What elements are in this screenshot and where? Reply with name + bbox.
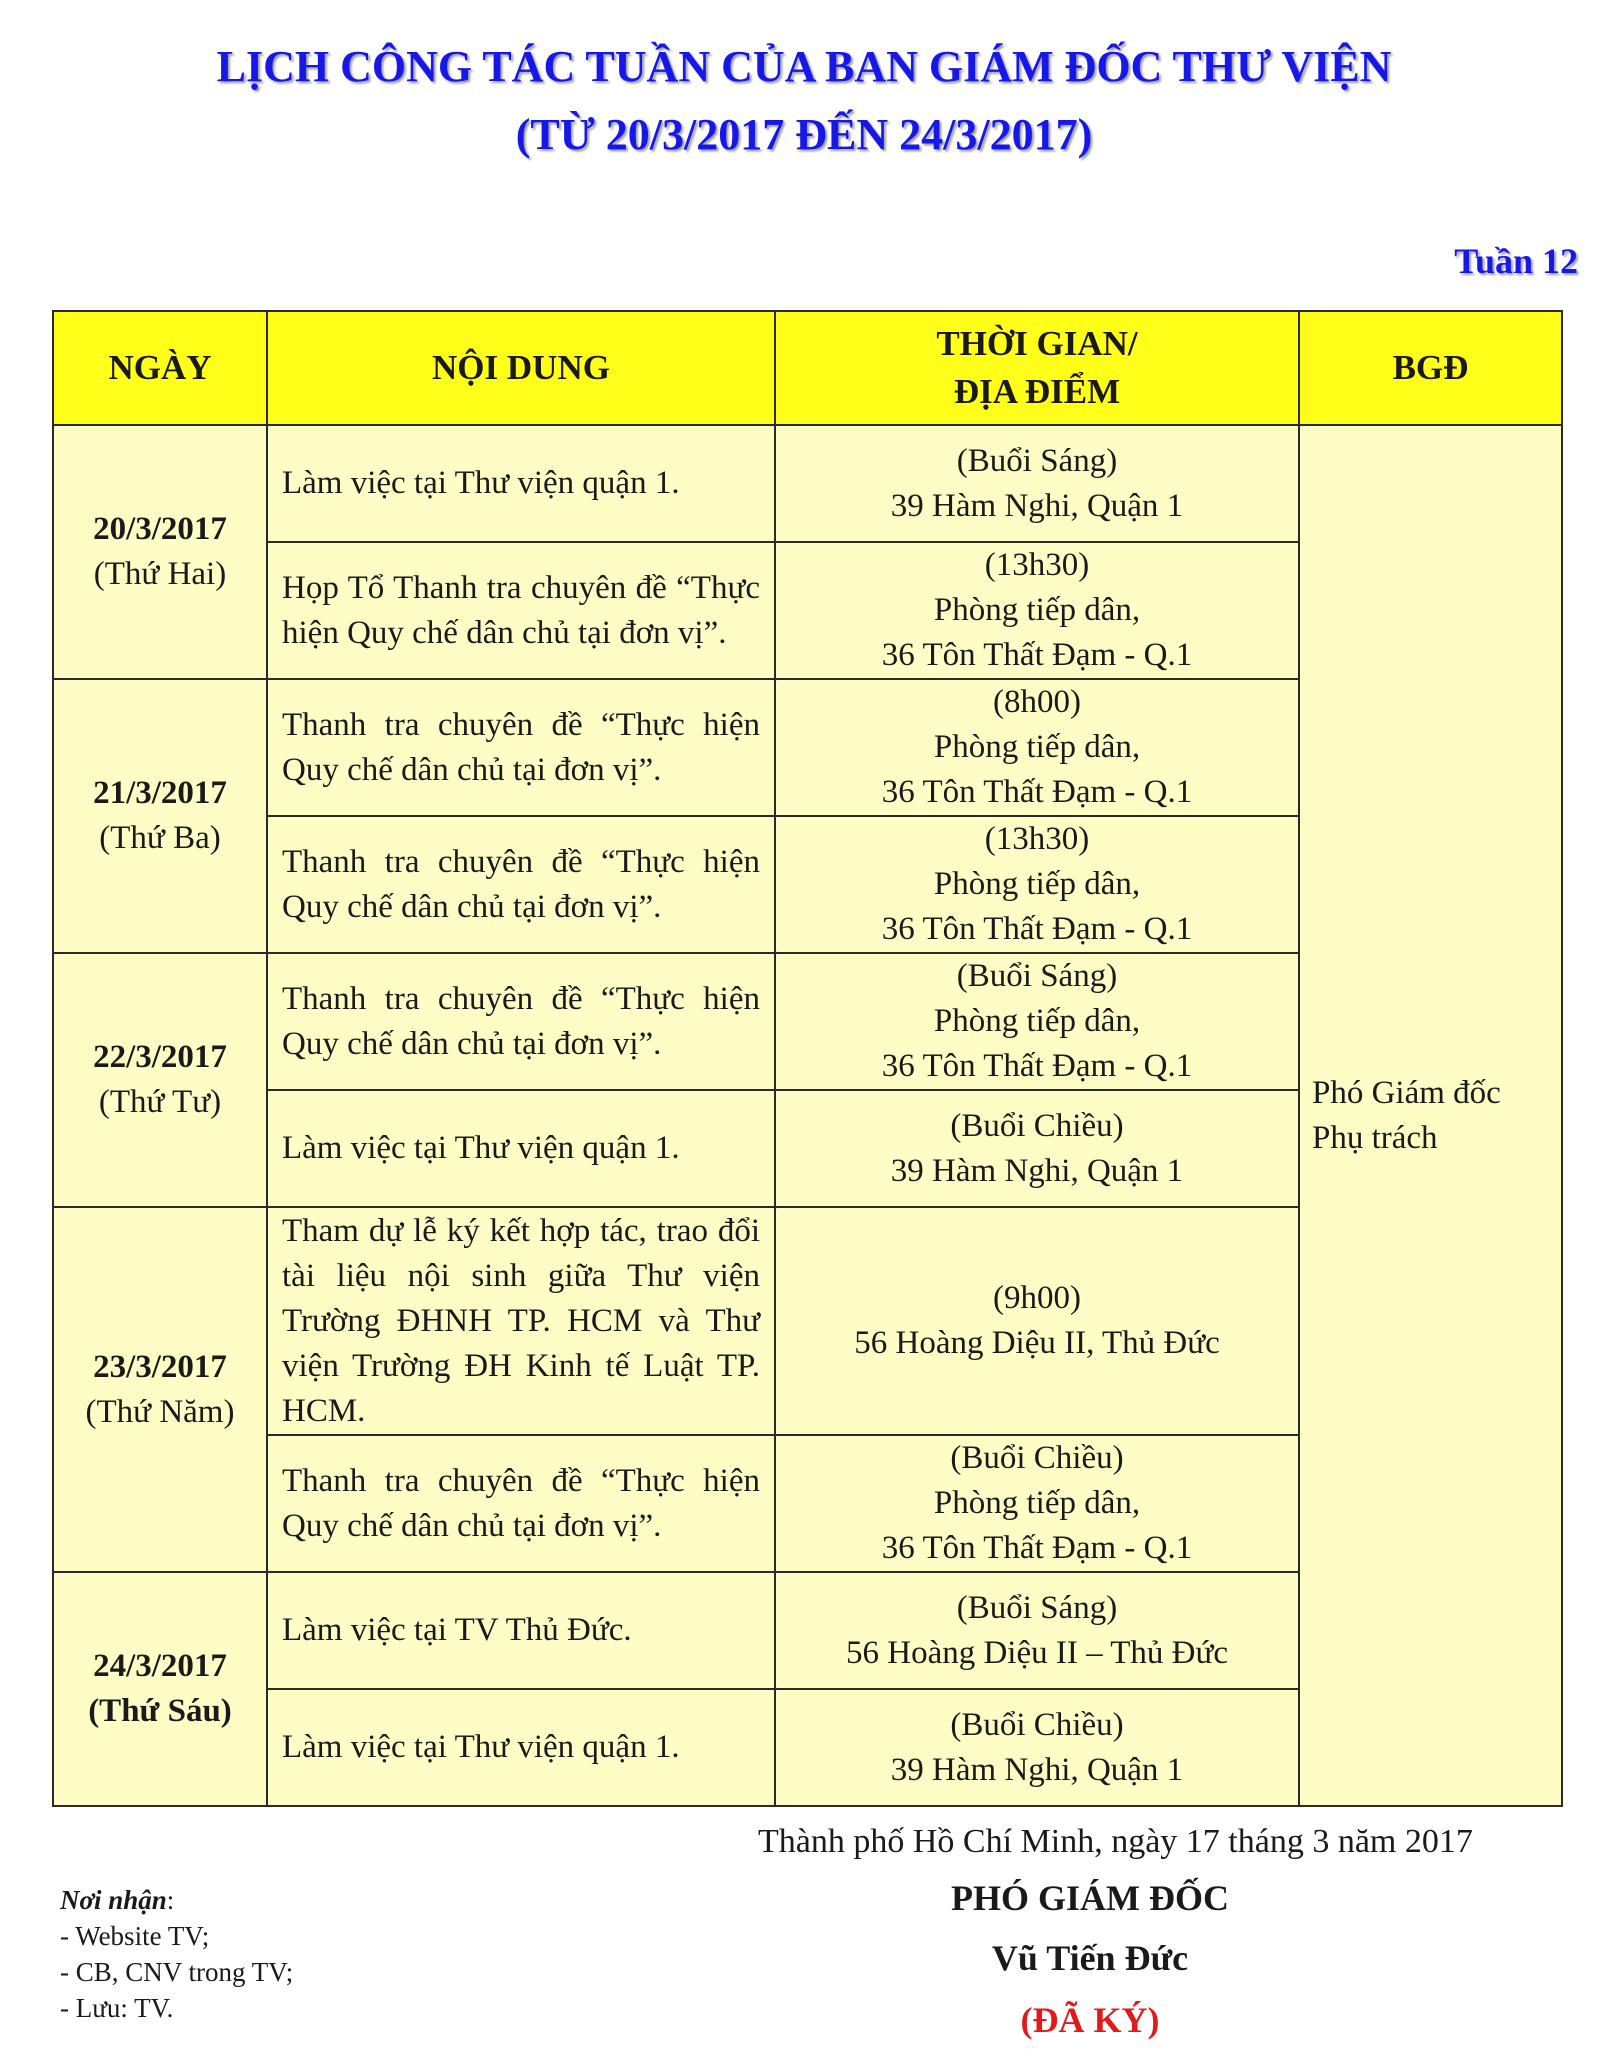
place-text: 36 Tôn Thất Đạm - Q.1: [881, 637, 1193, 673]
recipient-item: - Lưu: TV.: [60, 1993, 174, 2023]
content-cell: Thanh tra chuyên đề “Thực hiện Quy chế dân chủ tại đơn vị”.: [267, 816, 775, 953]
day-cell: [53, 1207, 267, 1572]
place-text: 36 Tôn Thất Đạm - Q.1: [881, 1530, 1193, 1566]
place-text: 39 Hàm Nghi, Quận 1: [890, 1751, 1184, 1788]
recipient-item: - CB, CNV trong TV;: [60, 1957, 294, 1987]
place-text: 39 Hàm Nghi, Quận 1: [890, 1152, 1184, 1189]
content-cell: Họp Tổ Thanh tra chuyên đề “Thực hiện Quy chế dân chủ tại đơn vị”.: [267, 542, 775, 679]
place-text: Phòng tiếp dân,: [933, 729, 1141, 765]
time-place-cell: [775, 679, 1299, 816]
content-cell: Thanh tra chuyên đề “Thực hiện Quy chế dân chủ tại đơn vị”.: [267, 1435, 775, 1572]
time-text: (Buổi Chiều): [950, 1107, 1124, 1144]
page-title: LỊCH CÔNG TÁC TUẦN CỦA BAN GIÁM ĐỐC THƯ VIỆN: [216, 42, 1392, 91]
header-bgd: BGĐ: [1299, 311, 1562, 425]
day-date: 20/3/2017: [93, 511, 227, 547]
place-text: 36 Tôn Thất Đạm - Q.1: [881, 1048, 1193, 1084]
time-text: (13h30): [984, 821, 1090, 857]
city-date-line: Thành phố Hồ Chí Minh, ngày 17 tháng 3 năm 2017: [758, 1823, 1473, 1860]
header-day: NGÀY: [53, 311, 267, 425]
content-cell: Thanh tra chuyên đề “Thực hiện Quy chế dân chủ tại đơn vị”.: [267, 953, 775, 1090]
day-date: 21/3/2017: [93, 775, 227, 811]
time-place-cell: [775, 1435, 1299, 1572]
time-place-cell: [775, 1689, 1299, 1806]
day-date: 24/3/2017: [93, 1648, 227, 1684]
time-text: (9h00): [993, 1280, 1081, 1316]
place-text: Phòng tiếp dân,: [933, 592, 1141, 628]
time-place-cell: [775, 542, 1299, 679]
day-weekday: (Thứ Ba): [99, 820, 221, 856]
page-subtitle-date-range: (TỪ 20/3/2017 ĐẾN 24/3/2017): [515, 110, 1093, 159]
table-header-row: [53, 311, 1562, 425]
content-cell: Làm việc tại TV Thủ Đức.: [267, 1572, 775, 1689]
recipients-heading: Nơi nhận: [60, 1885, 167, 1915]
content-cell: Thanh tra chuyên đề “Thực hiện Quy chế dân chủ tại đơn vị”.: [267, 679, 775, 816]
place-text: Phòng tiếp dân,: [933, 866, 1141, 902]
header-time-line: THỜI GIAN/: [936, 324, 1138, 363]
day-cell: [53, 1572, 267, 1806]
time-place-cell: [775, 816, 1299, 953]
day-date: 22/3/2017: [93, 1039, 227, 1075]
signer-name: Vũ Tiến Đức: [991, 1938, 1189, 1978]
recipients-colon: :: [166, 1885, 175, 1915]
schedule-table: [52, 310, 1563, 1807]
content-cell: Làm việc tại Thư viện quận 1.: [267, 425, 775, 542]
time-text: (8h00): [993, 684, 1081, 720]
time-place-cell: [775, 953, 1299, 1090]
signed-mark: (ĐÃ KÝ): [1020, 2000, 1160, 2040]
day-cell: [53, 953, 267, 1207]
place-text: 39 Hàm Nghi, Quận 1: [890, 487, 1184, 524]
time-place-cell: [775, 425, 1299, 542]
header-place-line: ĐỊA ĐIỂM: [953, 372, 1121, 411]
day-cell: [53, 425, 267, 679]
time-text: (Buổi Sáng): [956, 442, 1118, 479]
place-text: 56 Hoàng Diệu II, Thủ Đức: [854, 1325, 1220, 1361]
content-cell: Làm việc tại Thư viện quận 1.: [267, 1090, 775, 1207]
content-cell: Làm việc tại Thư viện quận 1.: [267, 1689, 775, 1806]
day-weekday: (Thứ Tư): [98, 1084, 222, 1120]
day-weekday: (Thứ Hai): [93, 556, 227, 592]
signer-title: PHÓ GIÁM ĐỐC: [951, 1878, 1229, 1918]
bgd-cell: [1299, 425, 1562, 1806]
place-text: 36 Tôn Thất Đạm - Q.1: [881, 911, 1193, 947]
time-text: (Buổi Chiều): [950, 1706, 1124, 1743]
time-place-cell: [775, 1572, 1299, 1689]
header-content: NỘI DUNG: [267, 311, 775, 425]
table-row: [53, 425, 1562, 542]
recipient-item: - Website TV;: [60, 1921, 210, 1951]
day-weekday: (Thứ Sáu): [88, 1693, 232, 1729]
bgd-line: Phó Giám đốc: [1312, 1074, 1501, 1111]
day-date: 23/3/2017: [93, 1348, 227, 1385]
time-text: (13h30): [984, 547, 1090, 583]
header-time-place: [775, 311, 1299, 425]
time-place-cell: [775, 1207, 1299, 1435]
place-text: 56 Hoàng Diệu II – Thủ Đức: [845, 1634, 1229, 1671]
place-text: 36 Tôn Thất Đạm - Q.1: [881, 774, 1193, 810]
bgd-line: Phụ trách: [1312, 1119, 1438, 1156]
time-text: (Buổi Sáng): [956, 958, 1118, 994]
place-text: Phòng tiếp dân,: [933, 1003, 1141, 1039]
day-cell: [53, 679, 267, 953]
place-text: Phòng tiếp dân,: [933, 1485, 1141, 1521]
time-text: (Buổi Chiều): [950, 1440, 1124, 1476]
time-text: (Buổi Sáng): [956, 1589, 1118, 1626]
week-number: Tuần 12: [1454, 241, 1578, 281]
content-cell: Tham dự lễ ký kết hợp tác, trao đổi tài liệu nội sinh giữa Thư viện Trường ĐHNH TP. HCM và Thư viện Trường ĐH Kinh tế Luật TP. HCM.: [267, 1207, 775, 1435]
time-place-cell: [775, 1090, 1299, 1207]
day-weekday: (Thứ Năm): [85, 1393, 235, 1430]
recipients-block: [60, 1882, 293, 2026]
